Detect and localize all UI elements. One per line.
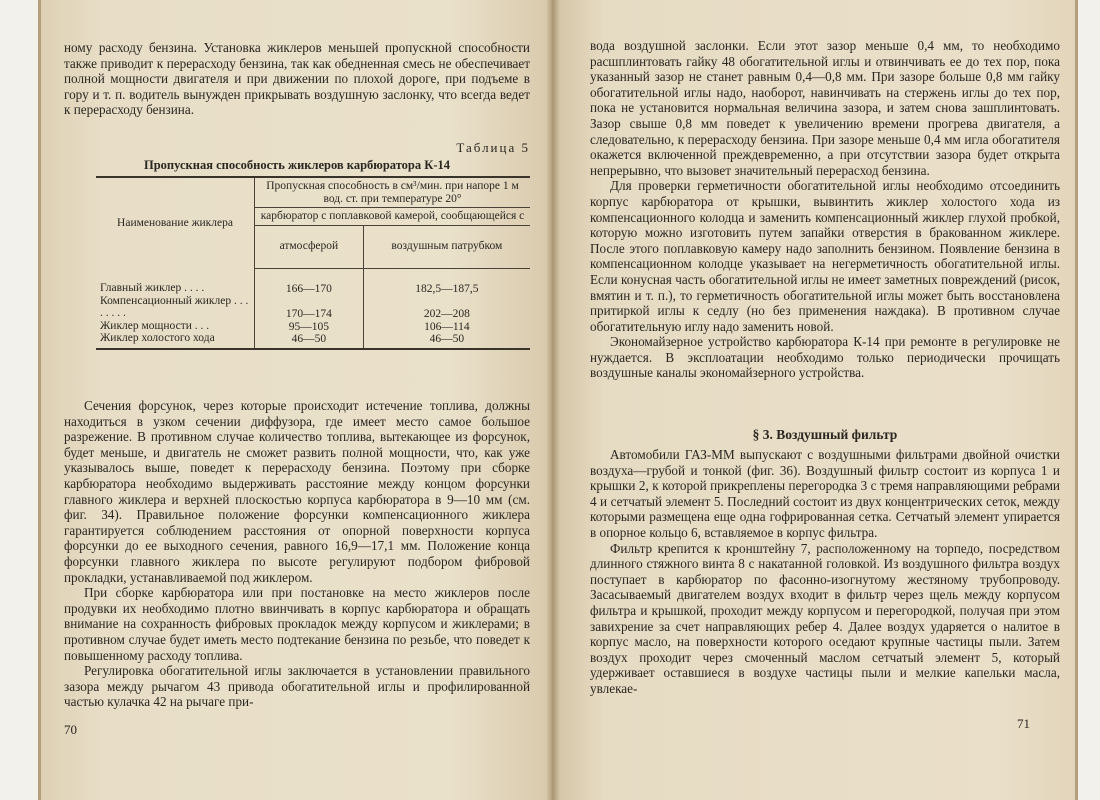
jet-name: Главный жиклер . . . .: [100, 282, 205, 294]
col-header-name: Наименование жиклера: [96, 177, 255, 268]
right-top-text: [590, 38, 1060, 381]
paragraph: ному расходу бензина. Установка жиклеров меньшей пропускной способности также приводит к перерасходу бензина, так как обедненная смесь не обеспечивает полной мощности двигателя и при движении по плохой дороге, при подъеме в гору и т. п. водитель вынужден прикрывать воздушную заслонку, что всегда ведет к перерасходу бензина.: [64, 40, 530, 118]
air-values-cell: [363, 268, 530, 349]
paragraph: Фильтр крепится к кронштейну 7, расположенному на торпедо, посредством длинного стяжного винта 8 с накатанной головкой. Из воздушного фильтра воздух поступает в карбюратор по фасонно-изогнутому жестяному трубопроводу. Засасываемый двигателем воздух входит в фильтр через щель между корпусом фильтра и крышкой, проходит между корпусом и перегородкой, получая при этом завихрение за счет направляющих ребер 4. Далее воздух ударяется о налитое в корпус масло, на поверхности которого оседают крупные частицы пыли. Затем воздух проходит через смоченный маслом сетчатый элемент 5, который удерживает оставшиеся в воздухе частицы пыли и мелкие капельки масла, увлекае-: [590, 540, 1060, 696]
paragraph: вода воздушной заслонки. Если этот зазор меньше 0,4 мм, то необходимо расшплинтовать гайку 48 обогатительной иглы и отвинчивать ее до тех пор, пока указанный зазор не станет равным 0,4—0,8 мм. При зазоре больше 0,8 мм гайку обогатительной иглы надо, наоборот, навинчивать на стержень иглы до тех пор, пока не установится нормальная величина зазора, и затем снова зашплинтовать. Зазор свыше 0,8 мм поведет к увеличению времени прогрева двигателя, а следовательно, к перерасходу бензина. При зазоре меньше 0,4 мм игла обогатителя окажется включенной преждевременно, а при отсутствии зазора будет открыта непрерывно, что вызовет значительный перерасход бензина.: [590, 38, 1060, 178]
col-header-air: воздушным патрубком: [363, 225, 530, 268]
table-number: Таблица 5: [456, 140, 530, 155]
atm-value: 170—174: [285, 308, 332, 320]
section-title: § 3. Воздушный фильтр: [752, 427, 898, 442]
atm-values-cell: [255, 268, 364, 349]
right-section-text: [590, 447, 1060, 697]
paragraph: При сборке карбюратора или при постановке на место жиклеров после продувки их необходимо плотно ввинчивать в корпус карбюратора и обращать внимание на сохранность фибровых прокладок между корпусом и жиклерами; в противном случае будет иметь место подтекание бензина по резьбе, что поведет к повышенному расходу топлива.: [64, 585, 530, 663]
paragraph: Регулировка обогатительной иглы заключается в установлении правильного зазора между рычагом 43 привода обогатительной иглы и профилированной частью кулачка 42 на рычаге при-: [64, 663, 530, 710]
jet-capacity-table: [96, 176, 530, 350]
col-header-atm: атмосферой: [255, 225, 364, 268]
table-title: Пропускная способность жиклеров карбюратора К-14: [144, 158, 450, 172]
paragraph: Экономайзерное устройство карбюратора К-14 при ремонте в регулировке не нуждается. В эксплоатации необходимо только периодически прочищать воздушные каналы экономайзерного устройства.: [590, 334, 1060, 381]
jet-name: Жиклер мощности . . .: [100, 319, 210, 332]
right-page-content: [552, 0, 1078, 800]
paragraph: Автомобили ГАЗ-ММ выпускают с воздушными фильтрами двойной очистки воздуха—грубой и тонкой (фиг. 36). Воздушный фильтр состоит из корпуса 1 и крышки 2, к которой прикреплены перегородка 3 с тремя направляющими ребрами 4 и сетчатый элемент 5. Последний состоит из двух концентрических сеток, между которыми размещена еще одна гофрированная сетка. Сетчатый элемент упирается в опорное кольцо 6, вставляемое в корпус фильтра.: [590, 447, 1060, 540]
left-top-text: [64, 40, 530, 118]
jet-names-cell: [96, 268, 255, 349]
col-header-carb: карбюратор с поплавковой камерой, сообщающейся с: [255, 208, 531, 226]
col-header-capacity: Пропускная способность в см³/мин. при напоре 1 м вод. ст. при температуре 20°: [255, 177, 531, 208]
page-number-right: 71: [1017, 716, 1030, 731]
air-value: 106—114: [424, 320, 470, 333]
page-number-left: 70: [64, 722, 77, 737]
atm-value: 46—50: [291, 333, 327, 345]
paragraph: Сечения форсунок, через которые происходит истечение топлива, должны находиться в узком сечении диффузора, где имеет место самое большое разрежение. В противном случае количество топлива, вытекающее из форсунок, будет меньше, и двигатель не сможет развить полной мощности, что, как уже указывалось выше, поведет к перерасходу бензина. Поэтому при сборке карбюратора необходимо выдерживать расстояние между концом форсунки главного жиклера и верхней плоскостью корпуса карбюратора в 9—10 мм (см. фиг. 34). Правильное положение форсунки компенсационного жиклера гарантируется соблюдением расстояния от опорной поверхности корпуса форсунки до ее выходного сечения, равного 16,9—17,1 мм. Положение конца форсунки главного жиклера по высоте регулируют подбором фибровой прокладки, устанавливаемой под жиклером.: [64, 398, 530, 585]
left-body-text: [64, 398, 530, 710]
air-value: 202—208: [423, 308, 470, 320]
air-value: 182,5—187,5: [415, 282, 479, 295]
atm-value: 95—105: [288, 320, 329, 333]
jet-name: Компенсационный жиклер . . . . . . . .: [100, 294, 249, 319]
jet-name: Жиклер холостого хода: [100, 332, 215, 344]
paragraph: Для проверки герметичности обогатительной иглы необходимо отсоединить корпус карбюратора от крышки, вывинтить жиклер холостого хода из компенсационного колодца и заменить компенсационный жиклер глухой пробкой, которую можно изготовить путем запайки отверстия в бракованном жиклере. После этого поплавковую камеру надо заполнить бензином. Появление бензина в компенсационном колодце указывает на негерметичность обогатительной иглы. Если конусная часть обогатительной иглы не имеет заметных повреждений (рисок, вмятин и т. п.), то герметичность обогатительной иглы может быть восстановлена притиркой иглы к седлу (но без применения наждака). В противном случае обогатительную иглу надо заменить новой.: [590, 178, 1060, 334]
air-value: 46—50: [429, 333, 465, 345]
atm-value: 166—170: [285, 282, 332, 295]
